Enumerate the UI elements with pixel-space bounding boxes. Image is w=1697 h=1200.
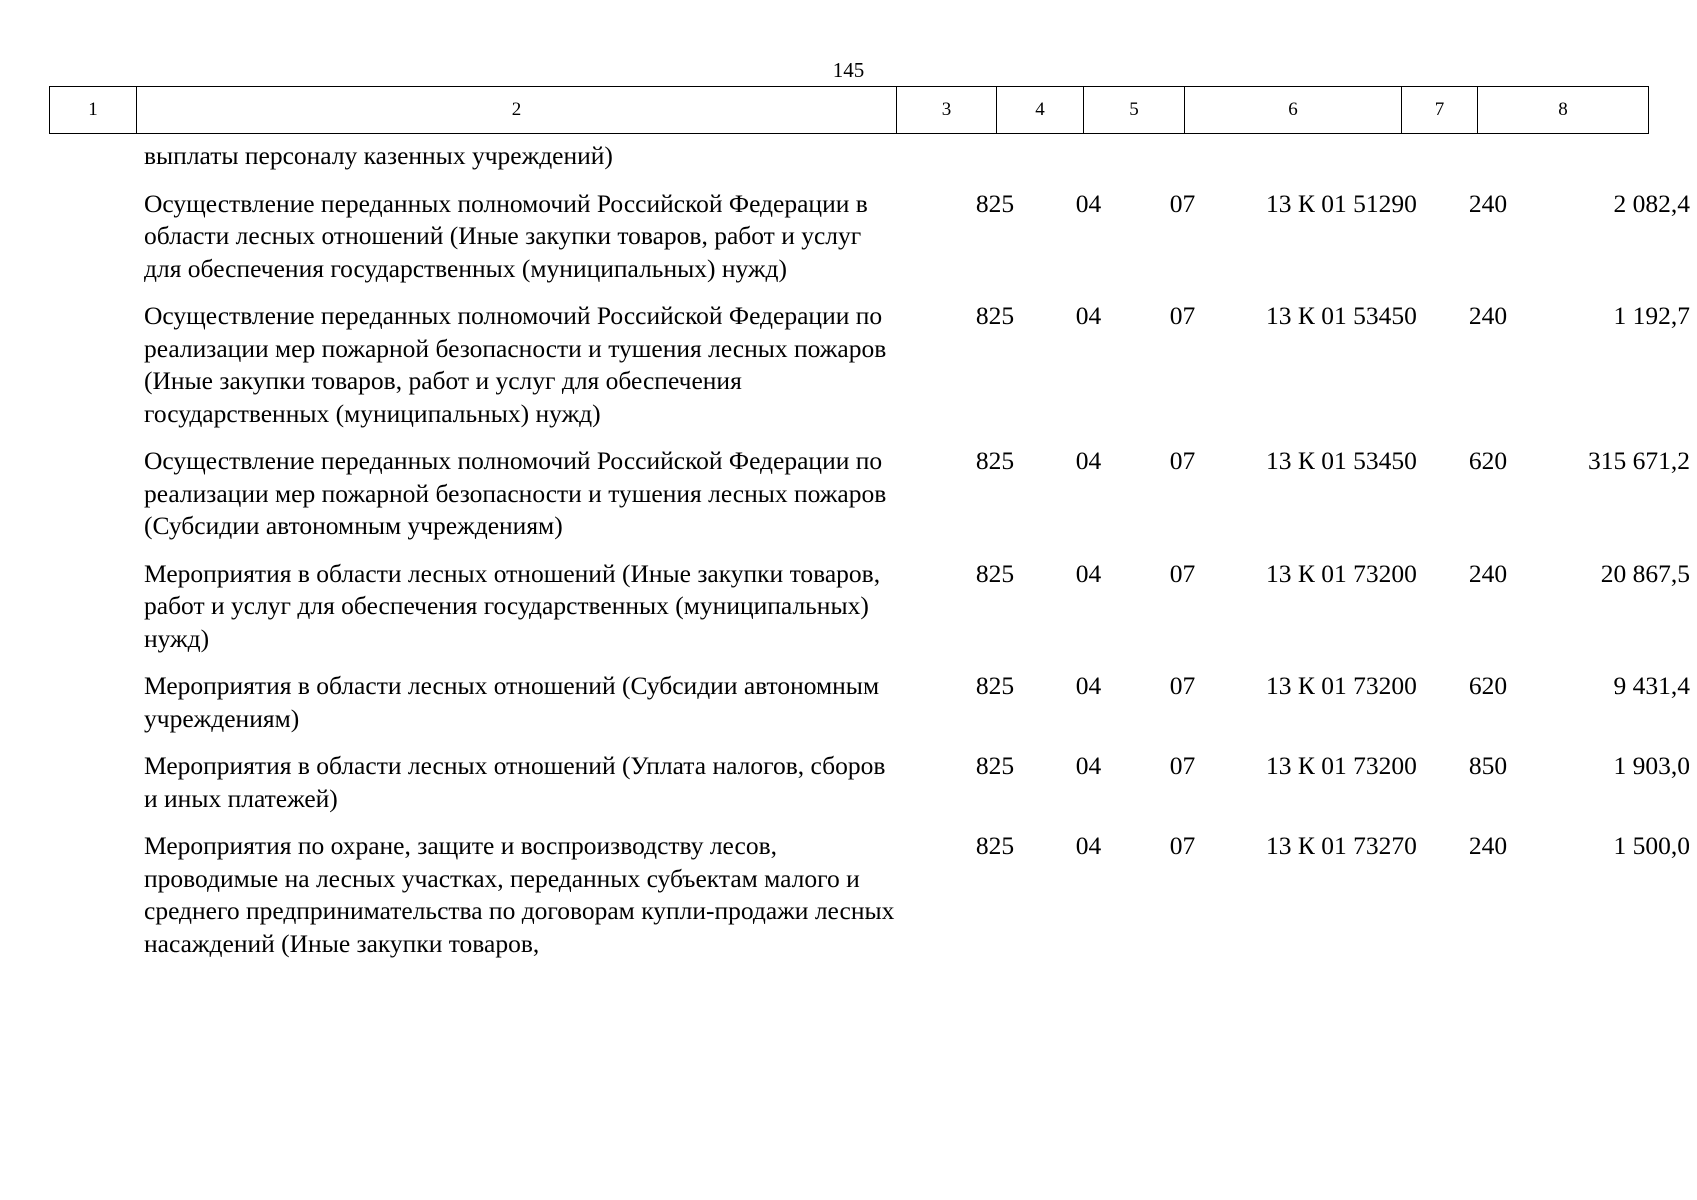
table-row	[49, 300, 1690, 430]
section-code: 04	[1075, 188, 1102, 218]
amount: 2 082,4	[1613, 188, 1690, 218]
section-code: 04	[1075, 751, 1102, 780]
target-article-code: 13 К 01 51290	[1266, 188, 1417, 218]
row-description: Мероприятия в области лесных отношений (Субсидии автономным учреждениям)	[144, 671, 880, 733]
section-code: 04	[1075, 671, 1102, 700]
target-article-code: 13 К 01 73270	[1266, 831, 1417, 860]
ministry-code: 825	[975, 751, 1015, 780]
table-row	[49, 830, 1690, 960]
section-code: 04	[1075, 831, 1102, 860]
ministry-code: 825	[975, 188, 1015, 218]
expense-type-code: 240	[1468, 831, 1508, 860]
target-article-code: 13 К 01 53450	[1266, 301, 1417, 330]
table-row	[49, 558, 1690, 656]
amount: 1 500,0	[1613, 831, 1690, 860]
ministry-code: 825	[975, 671, 1015, 700]
expense-type-code: 620	[1468, 671, 1508, 700]
subsection-code: 07	[1169, 188, 1196, 218]
amount: 1 903,0	[1613, 751, 1690, 780]
target-article-code: 13 К 01 73200	[1266, 558, 1417, 588]
continuation-row	[49, 140, 1648, 173]
column-number-5: 5	[1084, 87, 1185, 134]
page-number: 145	[832, 58, 865, 82]
subsection-code: 07	[1169, 558, 1196, 588]
column-number-3: 3	[897, 87, 997, 134]
ministry-code: 825	[975, 446, 1015, 475]
row-description: Осуществление переданных полномочий Российской Федерации в области лесных отношений (Иные закупки товаров, работ и услуг для обеспечения государственных (муниципальных) нужд)	[144, 188, 868, 283]
subsection-code: 07	[1169, 446, 1196, 475]
ministry-code: 825	[975, 558, 1015, 588]
column-number-2: 2	[137, 87, 897, 134]
budget-table-body	[49, 134, 1690, 975]
amount: 9 431,4	[1613, 671, 1690, 700]
section-code: 04	[1075, 301, 1102, 330]
ministry-code: 825	[975, 301, 1015, 330]
subsection-code: 07	[1169, 301, 1196, 330]
table-row	[49, 670, 1690, 735]
subsection-code: 07	[1169, 831, 1196, 860]
target-article-code: 13 К 01 73200	[1266, 671, 1417, 700]
expense-type-code: 850	[1468, 751, 1508, 780]
amount: 20 867,5	[1600, 558, 1690, 588]
expense-type-code: 240	[1468, 558, 1508, 588]
expense-type-code: 240	[1468, 188, 1508, 218]
continuation-text: выплаты персоналу казенных учреждений)	[144, 141, 613, 170]
table-row	[49, 445, 1690, 543]
subsection-code: 07	[1169, 671, 1196, 700]
row-description: Осуществление переданных полномочий Российской Федерации по реализации мер пожарной безопасности и тушения лесных пожаров (Субсидии автономным учреждениям)	[144, 446, 887, 540]
table-row	[49, 750, 1690, 815]
section-code: 04	[1075, 558, 1102, 588]
amount: 1 192,7	[1613, 301, 1690, 330]
row-description: Мероприятия по охране, защите и воспроизводству лесов, проводимые на лесных участках, переданных субъектам малого и среднего предпринимательства по договорам купли-продажи лесных насаждений (Иные закупки товаров,	[144, 831, 895, 958]
column-number-1: 1	[50, 87, 137, 134]
column-number-8: 8	[1478, 87, 1649, 134]
row-description: Мероприятия в области лесных отношений (Иные закупки товаров, работ и услуг для обеспечения государственных (муниципальных) нужд)	[144, 558, 881, 653]
section-code: 04	[1075, 446, 1102, 475]
column-number-6: 6	[1185, 87, 1402, 134]
row-description: Осуществление переданных полномочий Российской Федерации по реализации мер пожарной безопасности и тушения лесных пожаров (Иные закупки товаров, работ и услуг для обеспечения государственных (муниципальных) нужд)	[144, 301, 887, 428]
column-number-7: 7	[1402, 87, 1478, 134]
ministry-code: 825	[975, 831, 1015, 860]
target-article-code: 13 К 01 73200	[1266, 751, 1417, 780]
column-number-4: 4	[997, 87, 1084, 134]
expense-type-code: 240	[1468, 301, 1508, 330]
row-description: Мероприятия в области лесных отношений (Уплата налогов, сборов и иных платежей)	[144, 751, 886, 813]
amount: 315 671,2	[1588, 446, 1690, 475]
column-number-header	[49, 86, 1649, 134]
expense-type-code: 620	[1468, 446, 1508, 475]
table-row	[49, 188, 1690, 286]
subsection-code: 07	[1169, 751, 1196, 780]
target-article-code: 13 К 01 53450	[1266, 446, 1417, 475]
